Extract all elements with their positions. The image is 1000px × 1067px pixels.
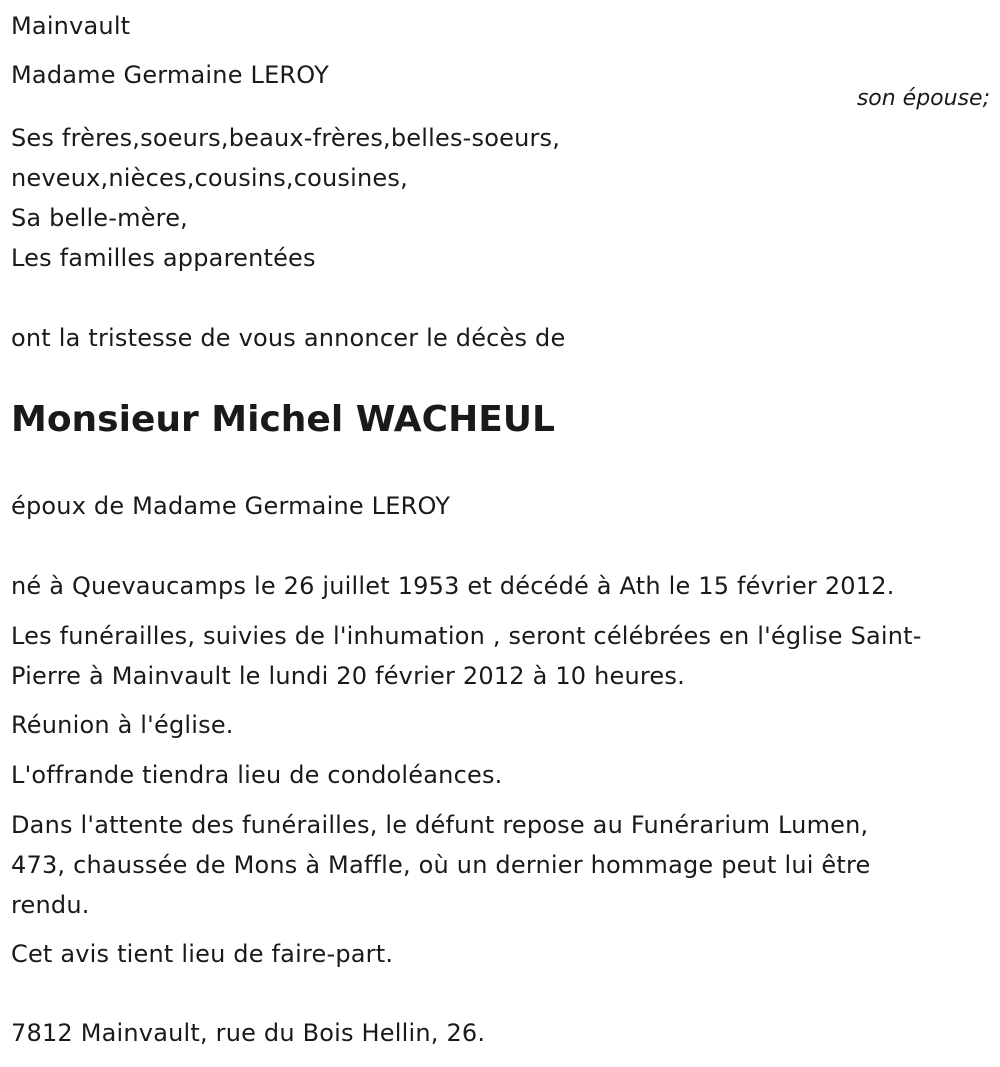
funeral-text-line: Les funérailles, suivies de l'inhumation , seront célébrées en l'église Saint-	[11, 622, 922, 650]
spouse-role: son épouse;	[856, 86, 990, 111]
address-text: 7812 Mainvault, rue du Bois Hellin, 26.	[11, 1019, 486, 1047]
spouse-name: Madame Germaine LEROY	[11, 61, 329, 89]
viewing-text-line: 473, chaussée de Mons à Maffle, où un dernier hommage peut lui être	[11, 851, 871, 879]
family-line: neveux,nièces,cousins,cousines,	[11, 164, 408, 192]
notice-text: Cet avis tient lieu de faire-part.	[11, 940, 394, 968]
village-name: Mainvault	[11, 12, 131, 40]
birth-death-text: né à Quevaucamps le 26 juillet 1953 et décédé à Ath le 15 février 2012.	[11, 572, 895, 600]
offering-text: L'offrande tiendra lieu de condoléances.	[11, 761, 503, 789]
viewing-text-line: rendu.	[11, 891, 90, 919]
family-line: Ses frères,soeurs,beaux-frères,belles-soeurs,	[11, 124, 561, 152]
family-line: Sa belle-mère,	[11, 204, 189, 232]
funeral-text-line: Pierre à Mainvault le lundi 20 février 2012 à 10 heures.	[11, 662, 685, 690]
meeting-text: Réunion à l'église.	[11, 711, 234, 739]
deceased-relation: époux de Madame Germaine LEROY	[11, 492, 451, 520]
announcement-text: ont la tristesse de vous annoncer le décès de	[11, 324, 566, 352]
family-line: Les familles apparentées	[11, 244, 316, 272]
deceased-name: Monsieur Michel WACHEUL	[11, 399, 555, 440]
viewing-text-line: Dans l'attente des funérailles, le défunt repose au Funérarium Lumen,	[11, 811, 869, 839]
